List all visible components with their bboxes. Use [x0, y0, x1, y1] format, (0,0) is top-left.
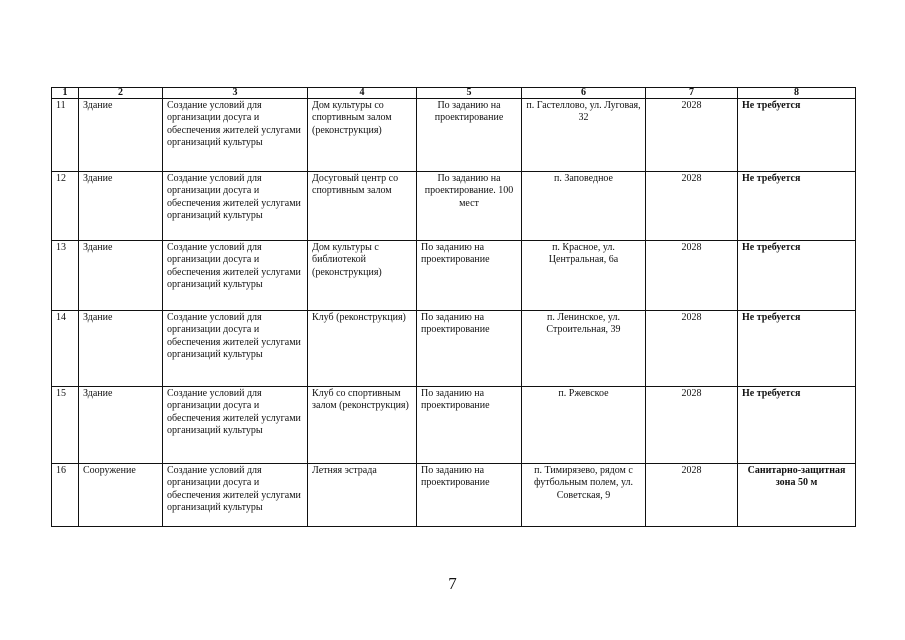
object-zone: Не требуется — [738, 172, 856, 241]
table-row — [52, 387, 856, 464]
object-name: Клуб со спортивным залом (реконструкция) — [308, 387, 417, 464]
object-zone: Не требуется — [738, 387, 856, 464]
row-number: 16 — [52, 464, 79, 527]
column-header: 6 — [522, 88, 646, 99]
object-zone: Санитарно-защитная зона 50 м — [738, 464, 856, 527]
object-capacity: По заданию на проектирование — [417, 241, 522, 311]
table-row — [52, 241, 856, 311]
object-name: Дом культуры с библиотекой (реконструкция) — [308, 241, 417, 311]
object-zone: Не требуется — [738, 311, 856, 387]
row-number: 12 — [52, 172, 79, 241]
object-location: п. Тимирязево, рядом с футбольным полем, ул. Советская, 9 — [522, 464, 646, 527]
object-type: Сооружение — [79, 464, 163, 527]
object-type: Здание — [79, 241, 163, 311]
object-type: Здание — [79, 172, 163, 241]
column-header: 5 — [417, 88, 522, 99]
row-number: 11 — [52, 99, 79, 172]
object-year: 2028 — [646, 311, 738, 387]
object-zone: Не требуется — [738, 99, 856, 172]
object-location: п. Красное, ул. Центральная, 6а — [522, 241, 646, 311]
row-number: 14 — [52, 311, 79, 387]
row-number: 15 — [52, 387, 79, 464]
object-year: 2028 — [646, 172, 738, 241]
object-location: п. Гастеллово, ул. Луговая, 32 — [522, 99, 646, 172]
object-year: 2028 — [646, 464, 738, 527]
column-header: 8 — [738, 88, 856, 99]
object-purpose: Создание условий для организации досуга и обеспечения жителей услугами организаций культуры — [163, 311, 308, 387]
object-location: п. Ржевское — [522, 387, 646, 464]
object-table — [51, 87, 856, 527]
object-name: Дом культуры со спортивным залом (реконструкция) — [308, 99, 417, 172]
object-purpose: Создание условий для организации досуга и обеспечения жителей услугами организаций культуры — [163, 387, 308, 464]
object-year: 2028 — [646, 241, 738, 311]
object-year: 2028 — [646, 387, 738, 464]
column-header: 4 — [308, 88, 417, 99]
object-capacity: По заданию на проектирование. 100 мест — [417, 172, 522, 241]
table-row — [52, 172, 856, 241]
object-type: Здание — [79, 387, 163, 464]
table-row — [52, 311, 856, 387]
object-type: Здание — [79, 311, 163, 387]
object-purpose: Создание условий для организации досуга и обеспечения жителей услугами организаций культуры — [163, 464, 308, 527]
table-row — [52, 99, 856, 172]
column-header: 7 — [646, 88, 738, 99]
object-name: Летняя эстрада — [308, 464, 417, 527]
row-number: 13 — [52, 241, 79, 311]
column-header: 3 — [163, 88, 308, 99]
object-capacity: По заданию на проектирование — [417, 99, 522, 172]
object-capacity: По заданию на проектирование — [417, 464, 522, 527]
header-row — [52, 88, 856, 99]
table-row — [52, 464, 856, 527]
column-header: 1 — [52, 88, 79, 99]
object-type: Здание — [79, 99, 163, 172]
object-capacity: По заданию на проектирование — [417, 387, 522, 464]
object-purpose: Создание условий для организации досуга и обеспечения жителей услугами организаций культуры — [163, 172, 308, 241]
object-name: Досуговый центр со спортивным залом — [308, 172, 417, 241]
object-name: Клуб (реконструкция) — [308, 311, 417, 387]
object-zone: Не требуется — [738, 241, 856, 311]
object-purpose: Создание условий для организации досуга и обеспечения жителей услугами организаций культуры — [163, 99, 308, 172]
page-number: 7 — [448, 574, 457, 593]
object-capacity: По заданию на проектирование — [417, 311, 522, 387]
column-header: 2 — [79, 88, 163, 99]
object-location: п. Заповедное — [522, 172, 646, 241]
object-purpose: Создание условий для организации досуга и обеспечения жителей услугами организаций культуры — [163, 241, 308, 311]
object-year: 2028 — [646, 99, 738, 172]
object-location: п. Ленинское, ул. Строительная, 39 — [522, 311, 646, 387]
